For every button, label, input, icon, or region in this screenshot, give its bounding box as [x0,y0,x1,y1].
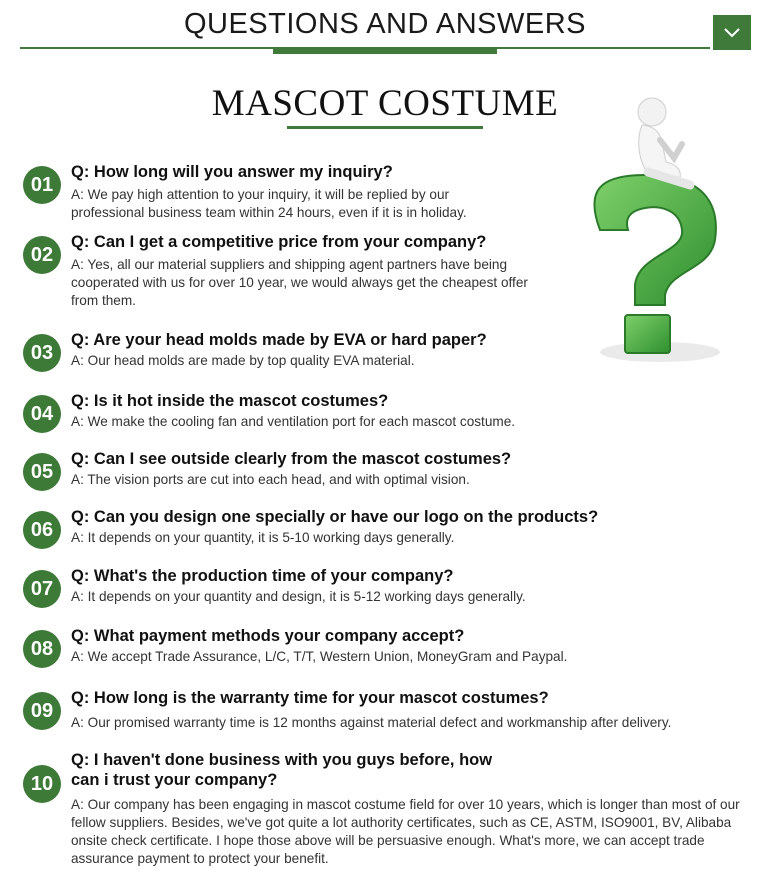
menu-toggle-button[interactable] [713,15,751,50]
faq-number-badge: 04 [23,395,61,433]
faq-number-badge: 01 [23,166,61,204]
faq-number-badge: 03 [23,334,61,372]
faq-question: Q: How long is the warranty time for your mascot costumes? [71,689,549,707]
chevron-down-icon [723,27,741,39]
faq-question: Q: Are your head molds made by EVA or hard paper? [71,331,487,349]
faq-question: Q: I haven't done business with you guys before, how can i trust your company? [71,751,493,789]
faq-answer: A: It depends on your quantity, it is 5-10 working days generally. [71,530,455,545]
faq-question: Q: Can I get a competitive price from your company? [71,233,487,251]
faq-answer: A: Our company has been engaging in mascot costume field for over 10 years, which is longer than most of our fellow suppliers. Besides, we've got quite a lot authority certificates, such as CE, ASTM, ISO9001, BV, Alibaba onsite check certificate. I hope those above will be persuasive enough. What's more, we can accept trade assurance payment to protect your benefit. [71,797,740,866]
section-title: MASCOT COSTUME [211,83,559,124]
faq-question: Q: Can I see outside clearly from the mascot costumes? [71,450,512,468]
faq-answer: A: Yes, all our material suppliers and shipping agent partners have being cooperated with us for over 10 year, we would always get the cheapest offer from them. [71,257,528,308]
faq-question: Q: How long will you answer my inquiry? [71,163,393,181]
faq-number-badge: 02 [23,236,61,274]
faq-question: Q: What payment methods your company accept? [71,627,465,645]
faq-number-badge: 07 [23,570,61,608]
section-title-underline [287,126,483,129]
faq-answer: A: Our promised warranty time is 12 months against material defect and workmanship after delivery. [71,715,672,730]
faq-answer: A: We accept Trade Assurance, L/C, T/T, Western Union, MoneyGram and Paypal. [71,649,568,664]
faq-answer: A: We pay high attention to your inquiry, it will be replied by our professional business team within 24 hours, even if it is in holiday. [71,187,467,220]
faq-question: Q: Can you design one specially or have our logo on the products? [71,508,599,526]
faq-answer: A: The vision ports are cut into each head, and with optimal vision. [71,472,470,487]
faq-number-badge: 05 [23,453,61,491]
faq-answer: A: We make the cooling fan and ventilation port for each mascot costume. [71,414,516,429]
page-title: QUESTIONS AND ANSWERS [183,8,587,40]
faq-answer: A: It depends on your quantity and design, it is 5-12 working days generally. [71,589,526,604]
faq-number-badge: 10 [23,765,61,803]
faq-answer: A: Our head molds are made by top quality EVA material. [71,353,415,368]
faq-question: Q: Is it hot inside the mascot costumes? [71,392,389,410]
header-accent-bar [273,47,497,54]
faq-number-badge: 09 [23,692,61,730]
faq-number-badge: 08 [23,630,61,668]
question-mark-illustration [570,80,750,370]
faq-number-badge: 06 [23,511,61,549]
faq-question: Q: What's the production time of your company? [71,567,454,585]
